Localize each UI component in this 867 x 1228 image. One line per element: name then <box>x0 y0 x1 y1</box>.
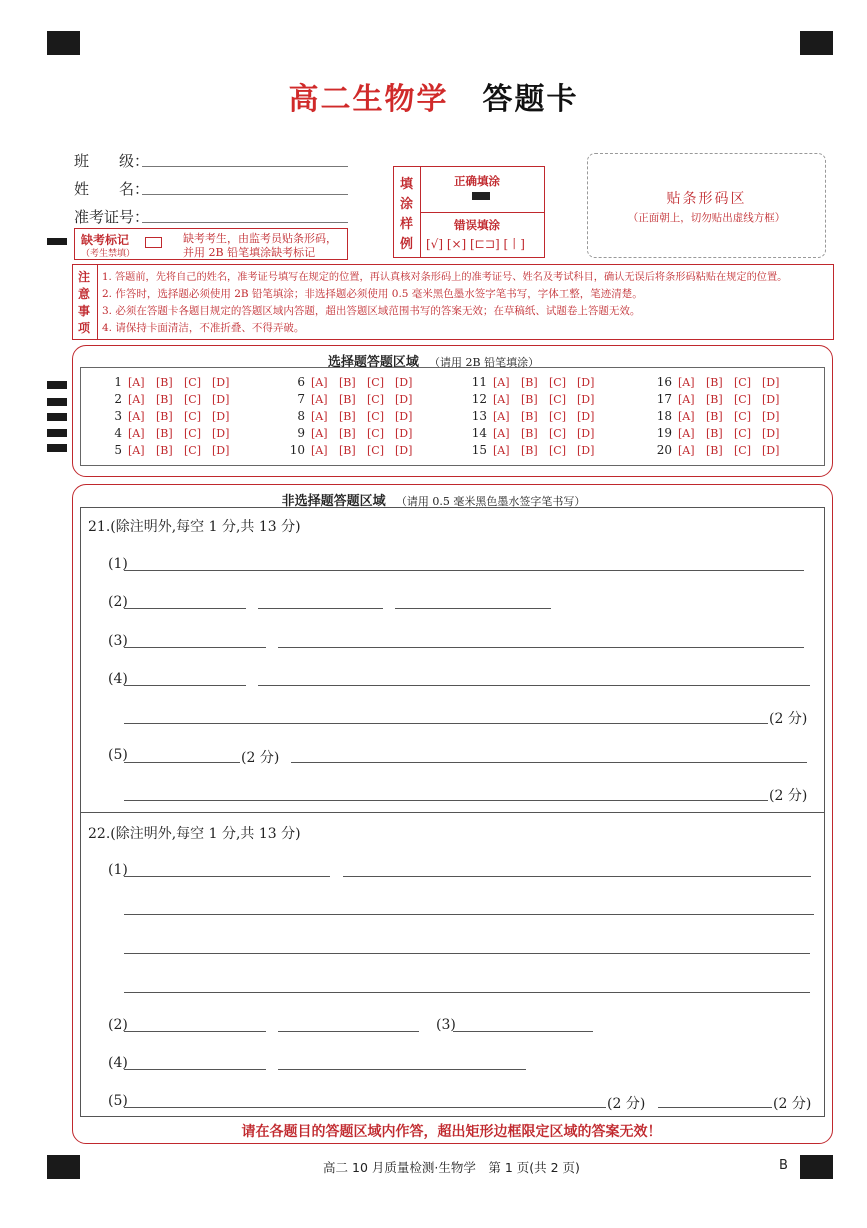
question-number: 14 <box>471 426 487 440</box>
title-subject: 高二生物学 <box>288 82 449 117</box>
q21-p3-label: (3) <box>108 633 128 649</box>
q21-p1-label: (1) <box>108 556 128 572</box>
choice-option-bubble[interactable]: [A] <box>678 444 695 457</box>
choice-row <box>469 392 605 406</box>
sample-vertical-2: 涂 <box>400 197 414 212</box>
timing-mark <box>47 238 67 245</box>
choice-option-bubble[interactable]: [B] <box>339 393 356 406</box>
choice-option-bubble[interactable]: [C] <box>184 376 201 389</box>
choice-row <box>654 426 790 440</box>
notice-item-2: 2. 作答时，选择题必须使用 2B 铅笔填涂；非选择题必须使用 0.5 毫米黑色墨水签字笔书写，字体工整，笔迹清楚。 <box>102 288 643 300</box>
choice-option-bubble[interactable]: [B] <box>339 444 356 457</box>
choice-row <box>287 409 423 423</box>
notice-vertical-1: 注 <box>78 270 91 284</box>
sample-vertical-3: 样 <box>400 217 414 232</box>
choice-option-bubble[interactable]: [D] <box>212 393 230 406</box>
choice-option-bubble[interactable]: [D] <box>395 410 413 423</box>
choice-option-bubble[interactable]: [A] <box>493 376 510 389</box>
q22-p1-answer-c[interactable] <box>124 914 814 915</box>
q22-p5-label: (5) <box>108 1093 128 1109</box>
choice-option-bubble[interactable]: [D] <box>577 444 595 457</box>
q21-title: 21.(除注明外,每空 1 分,共 13 分) <box>88 519 301 535</box>
choice-option-bubble[interactable]: [B] <box>706 444 723 457</box>
question-number: 17 <box>656 392 672 406</box>
question-number: 7 <box>297 392 305 406</box>
question-number: 15 <box>471 443 487 457</box>
choice-option-bubble[interactable]: [A] <box>678 427 695 440</box>
timing-mark <box>47 444 67 452</box>
choice-option-bubble[interactable]: [B] <box>339 410 356 423</box>
q22-box <box>80 811 825 1117</box>
choice-option-bubble[interactable]: [D] <box>762 427 780 440</box>
choice-option-bubble[interactable]: [B] <box>706 427 723 440</box>
exam-id-field[interactable] <box>142 222 348 223</box>
barcode-sub: （正面朝上，切勿贴出虚线方框） <box>627 212 786 224</box>
question-number: 10 <box>289 443 305 457</box>
notice-item-1: 1. 答题前，先将自己的姓名，准考证号填写在规定的位置，再认真核对条形码上的准考证号、姓名及考试科目，确认无误后将条形码粘贴在规定的位置。 <box>102 272 788 283</box>
choice-option-bubble[interactable]: [B] <box>339 376 356 389</box>
q21-p4-score: (2 分) <box>769 711 808 727</box>
choice-option-bubble[interactable]: [B] <box>706 393 723 406</box>
choice-row <box>654 443 790 457</box>
absent-mark-box <box>74 228 348 260</box>
choice-option-bubble[interactable]: [D] <box>395 393 413 406</box>
choice-option-bubble[interactable]: [C] <box>549 393 566 406</box>
q21-p2-label: (2) <box>108 594 128 610</box>
footer-text: 高二 10 月质量检测·生物学 第 1 页(共 2 页) <box>323 1160 580 1175</box>
choice-option-bubble[interactable]: [A] <box>128 427 145 440</box>
choice-option-bubble[interactable]: [A] <box>311 393 328 406</box>
fill-sample-box <box>393 166 545 258</box>
nonchoice-note: （请用 0.5 毫米黑色墨水签字笔书写） <box>395 495 586 508</box>
choice-option-bubble[interactable]: [C] <box>184 393 201 406</box>
choice-option-bubble[interactable]: [A] <box>311 376 328 389</box>
absent-label: 缺考标记 <box>81 233 130 247</box>
choice-option-bubble[interactable]: [A] <box>493 410 510 423</box>
class-label: 班 级： <box>74 152 150 170</box>
q21-p5-score: (2 分) <box>769 788 808 804</box>
question-number: 2 <box>114 392 122 406</box>
q21-box <box>80 507 825 813</box>
correct-fill-label: 正确填涂 <box>454 174 500 188</box>
choice-option-bubble[interactable]: [A] <box>311 444 328 457</box>
choice-option-bubble[interactable]: [C] <box>184 410 201 423</box>
name-label: 姓 名： <box>74 180 150 198</box>
q22-p5-score-a: (2 分) <box>607 1096 646 1112</box>
q21-p3-answer-b[interactable] <box>278 647 804 648</box>
q21-p4-answer-b[interactable] <box>258 685 810 686</box>
q22-title: 22.(除注明外,每空 1 分,共 13 分) <box>88 826 301 842</box>
q22-p4-answer-b[interactable] <box>278 1069 526 1070</box>
q21-p3-answer-a[interactable] <box>124 647 266 648</box>
question-number: 11 <box>471 375 487 389</box>
choice-option-bubble[interactable]: [C] <box>367 376 384 389</box>
choice-option-bubble[interactable]: [B] <box>521 393 538 406</box>
q22-p1-label: (1) <box>108 862 128 878</box>
question-number: 5 <box>114 443 122 457</box>
q21-p5-score-inline: (2 分) <box>241 750 280 766</box>
question-number: 9 <box>297 426 305 440</box>
choice-row <box>104 392 240 406</box>
choice-option-bubble[interactable]: [D] <box>577 427 595 440</box>
choice-option-bubble[interactable]: [D] <box>212 410 230 423</box>
choice-option-bubble[interactable]: [A] <box>311 410 328 423</box>
choice-option-bubble[interactable]: [A] <box>493 427 510 440</box>
choice-row <box>469 375 605 389</box>
choice-option-bubble[interactable]: [D] <box>212 444 230 457</box>
choice-option-bubble[interactable]: [D] <box>577 376 595 389</box>
page-title <box>0 74 867 118</box>
q22-p5-answer-a[interactable] <box>124 1107 606 1108</box>
choice-row <box>287 375 423 389</box>
choice-option-bubble[interactable]: [B] <box>521 410 538 423</box>
choice-option-bubble[interactable]: [C] <box>734 427 751 440</box>
choice-option-bubble[interactable]: [D] <box>577 410 595 423</box>
q21-p5-answer-a[interactable] <box>124 762 240 763</box>
choice-option-bubble[interactable]: [A] <box>493 444 510 457</box>
timing-mark <box>47 381 67 389</box>
warning-text: 请在各题目的答题区域内作答，超出矩形边框限定区域的答案无效！ <box>241 1124 662 1140</box>
notice-item-4: 4. 请保持卡面清洁，不准折叠、不得弄破。 <box>102 322 305 334</box>
wrong-fill-marks: [√] [×] [⊏⊐] [丨] <box>426 237 525 251</box>
choice-option-bubble[interactable]: [B] <box>156 427 173 440</box>
choice-row <box>469 443 605 457</box>
choice-option-bubble[interactable]: [D] <box>762 410 780 423</box>
choice-option-bubble[interactable]: [B] <box>156 393 173 406</box>
choice-row <box>287 426 423 440</box>
absent-text-2: 并用 2B 铅笔填涂缺考标记 <box>183 246 316 259</box>
q22-p4-label: (4) <box>108 1055 128 1071</box>
timing-mark <box>47 413 67 421</box>
q21-p5-label: (5) <box>108 747 128 763</box>
q22-p3-label: (3) <box>436 1017 456 1033</box>
choice-option-bubble[interactable]: [B] <box>521 376 538 389</box>
choice-option-bubble[interactable]: [B] <box>156 376 173 389</box>
absent-text-1: 缺考考生，由监考员贴条形码， <box>183 232 337 245</box>
choice-option-bubble[interactable]: [C] <box>367 427 384 440</box>
q21-p5-answer-b[interactable] <box>291 762 807 763</box>
choice-title: 选择题答题区域 <box>327 355 419 370</box>
question-number: 8 <box>297 409 305 423</box>
class-field[interactable] <box>142 166 348 167</box>
choice-option-bubble[interactable]: [C] <box>734 410 751 423</box>
choice-option-bubble[interactable]: [D] <box>395 376 413 389</box>
choice-option-bubble[interactable]: [C] <box>734 393 751 406</box>
notice-item-3: 3. 必须在答题卡各题目规定的答题区域内答题，超出答题区域范围书写的答案无效；在草稿纸、试题卷上答题无效。 <box>102 305 641 317</box>
choice-option-bubble[interactable]: [A] <box>128 376 145 389</box>
choice-option-bubble[interactable]: [C] <box>549 427 566 440</box>
choice-option-bubble[interactable]: [B] <box>706 410 723 423</box>
notice-vertical-4: 项 <box>78 321 91 335</box>
wrong-fill-label: 错误填涂 <box>454 218 500 232</box>
title-card: 答题卡 <box>482 82 579 117</box>
barcode-area <box>587 153 826 258</box>
choice-option-bubble[interactable]: [D] <box>762 393 780 406</box>
choice-option-bubble[interactable]: [C] <box>367 393 384 406</box>
choice-row <box>469 409 605 423</box>
absent-sub: （考生禁填） <box>81 249 136 259</box>
q22-p1-answer-d[interactable] <box>124 953 810 954</box>
question-number: 16 <box>656 375 672 389</box>
choice-option-bubble[interactable]: [C] <box>367 410 384 423</box>
choice-option-bubble[interactable]: [A] <box>678 410 695 423</box>
q22-p3-answer[interactable] <box>453 1031 593 1032</box>
q21-p2-answer-c[interactable] <box>395 608 551 609</box>
q21-p4-label: (4) <box>108 671 128 687</box>
barcode-title: 贴条形码区 <box>666 191 747 207</box>
absent-checkbox[interactable] <box>145 237 162 248</box>
choice-option-bubble[interactable]: [A] <box>128 393 145 406</box>
choice-row <box>287 392 423 406</box>
q21-p5-answer-c[interactable] <box>124 800 768 801</box>
notice-vertical-3: 事 <box>78 304 91 318</box>
corner-mark-top-right <box>800 31 833 55</box>
timing-mark <box>47 398 67 406</box>
choice-option-bubble[interactable]: [C] <box>549 444 566 457</box>
question-number: 18 <box>656 409 672 423</box>
q21-p1-answer[interactable] <box>124 570 804 571</box>
question-number: 12 <box>471 392 487 406</box>
q22-p1-answer-b[interactable] <box>343 876 811 877</box>
exam-id-label: 准考证号： <box>74 208 150 226</box>
q22-p1-answer-a[interactable] <box>124 876 330 877</box>
choice-row <box>654 409 790 423</box>
choice-option-bubble[interactable]: [B] <box>706 376 723 389</box>
choice-row <box>287 443 423 457</box>
q22-p5-answer-b[interactable] <box>658 1107 772 1108</box>
question-number: 3 <box>114 409 122 423</box>
q21-p2-answer-b[interactable] <box>258 608 383 609</box>
choice-option-bubble[interactable]: [D] <box>212 427 230 440</box>
choice-row <box>104 375 240 389</box>
choice-row <box>104 443 240 457</box>
question-number: 1 <box>114 375 122 389</box>
q22-p1-answer-e[interactable] <box>124 992 810 993</box>
sample-vertical-1: 填 <box>400 177 414 192</box>
q21-p2-answer-a[interactable] <box>124 608 246 609</box>
choice-option-bubble[interactable]: [B] <box>521 444 538 457</box>
choice-option-bubble[interactable]: [D] <box>395 427 413 440</box>
choice-option-bubble[interactable]: [D] <box>395 444 413 457</box>
q22-p2-answer-a[interactable] <box>124 1031 266 1032</box>
choice-option-bubble[interactable]: [C] <box>549 410 566 423</box>
choice-option-bubble[interactable]: [D] <box>212 376 230 389</box>
choice-option-bubble[interactable]: [D] <box>762 444 780 457</box>
sample-vertical-4: 例 <box>400 237 414 252</box>
choice-option-bubble[interactable]: [C] <box>734 376 751 389</box>
choice-option-bubble[interactable]: [B] <box>521 427 538 440</box>
question-number: 4 <box>114 426 122 440</box>
choice-row <box>654 375 790 389</box>
correct-fill-mark <box>472 192 490 200</box>
choice-option-bubble[interactable]: [A] <box>128 444 145 457</box>
question-number: 13 <box>471 409 487 423</box>
nonchoice-title: 非选择题答题区域 <box>281 494 386 509</box>
name-field[interactable] <box>142 194 348 195</box>
q21-p4-answer-a[interactable] <box>124 685 246 686</box>
choice-note: （请用 2B 铅笔填涂） <box>429 356 540 369</box>
choice-option-bubble[interactable]: [C] <box>549 376 566 389</box>
question-number: 19 <box>656 426 672 440</box>
q22-p5-score-b: (2 分) <box>773 1096 812 1112</box>
corner-mark-top-left <box>47 31 80 55</box>
choice-option-bubble[interactable]: [B] <box>156 410 173 423</box>
choice-option-bubble[interactable]: [A] <box>128 410 145 423</box>
choice-option-bubble[interactable]: [B] <box>339 427 356 440</box>
q21-p4-answer-c[interactable] <box>124 723 768 724</box>
question-number: 6 <box>297 375 305 389</box>
choice-option-bubble[interactable]: [A] <box>311 427 328 440</box>
notice-vertical-2: 意 <box>78 287 91 301</box>
question-number: 20 <box>656 443 672 457</box>
choice-option-bubble[interactable]: [A] <box>678 393 695 406</box>
choice-option-bubble[interactable]: [D] <box>577 393 595 406</box>
q22-p2-answer-b[interactable] <box>278 1031 419 1032</box>
q22-p4-answer-a[interactable] <box>124 1069 266 1070</box>
choice-option-bubble[interactable]: [A] <box>493 393 510 406</box>
choice-row <box>104 426 240 440</box>
choice-option-bubble[interactable]: [C] <box>367 444 384 457</box>
choice-option-bubble[interactable]: [C] <box>184 427 201 440</box>
choice-option-bubble[interactable]: [A] <box>678 376 695 389</box>
timing-mark <box>47 429 67 437</box>
choice-option-bubble[interactable]: [B] <box>156 444 173 457</box>
choice-option-bubble[interactable]: [C] <box>184 444 201 457</box>
choice-option-bubble[interactable]: [C] <box>734 444 751 457</box>
choice-option-bubble[interactable]: [D] <box>762 376 780 389</box>
choice-row <box>654 392 790 406</box>
choice-row <box>104 409 240 423</box>
footer-version: B <box>779 1158 788 1173</box>
q22-p2-label: (2) <box>108 1017 128 1033</box>
choice-row <box>469 426 605 440</box>
